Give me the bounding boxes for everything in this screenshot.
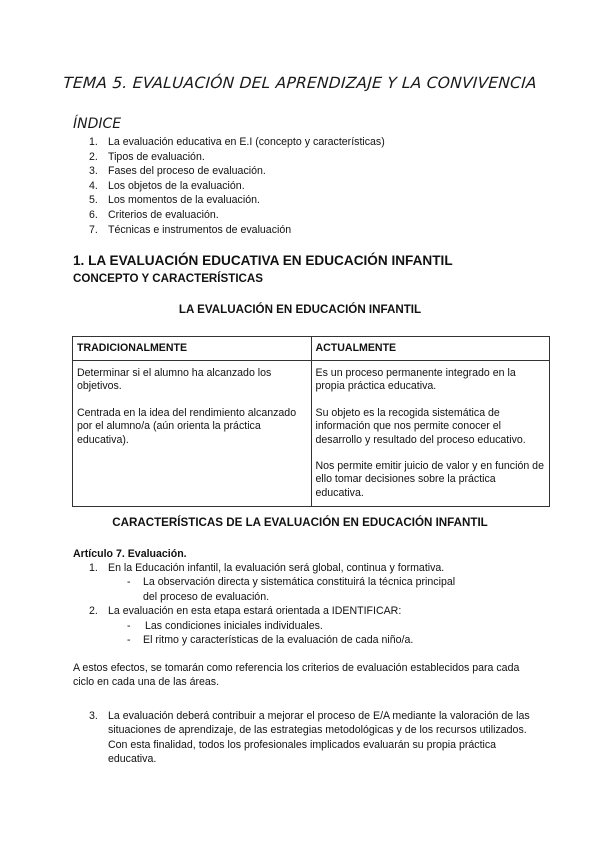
index-item: 1. La evaluación educativa en E.I (concepto y características) — [89, 136, 385, 148]
list-item: 3. La evaluación deberá contribuir a mejorar el proceso de E/A mediante la valoración de las situaciones de aprendizaje, de las estrategias metodológicas y de los recursos utilizados. Con esta finalidad, todos los profesionales implicados evaluarán su propia práctica educativa. — [89, 710, 530, 766]
table-header-row — [73, 337, 550, 361]
characteristics-heading: CARACTERÍSTICAS DE LA EVALUACIÓN EN EDUCACIÓN INFANTIL — [112, 516, 488, 529]
section-heading: 1. LA EVALUACIÓN EDUCATIVA EN EDUCACIÓN INFANTIL — [73, 253, 453, 268]
article-heading: Artículo 7. Evaluación. — [73, 548, 187, 560]
table-header-traditional: TRADICIONALMENTE — [73, 337, 312, 361]
index-item: 6. Criterios de evaluación. — [89, 208, 219, 221]
comparison-table — [72, 336, 550, 507]
table-cell-current: Es un proceso permanente integrado en la propia práctica educativa. Su objeto es la recogida sistemática de información que nos permite conocer el desarrollo y resultado del proceso educativo. Nos permite emitir juicio de valor y en función de ello tomar decisiones sobre la práctica educativa. — [311, 361, 550, 507]
table-title: LA EVALUACIÓN EN EDUCACIÓN INFANTIL — [178, 303, 422, 316]
index-item: 3. Fases del proceso de evaluación. — [89, 165, 266, 178]
index-item: 5. Los momentos de la evaluación. — [89, 194, 260, 207]
table-header-current: ACTUALMENTE — [311, 337, 550, 361]
index-item: 4. Los objetos de la evaluación. — [89, 179, 245, 192]
sub-item: - Las condiciones iniciales individuales. — [127, 619, 323, 632]
document-title: TEMA 5. EVALUACIÓN DEL APRENDIZAJE Y LA CONVIVENCIA — [62, 74, 538, 92]
sub-item: - El ritmo y características de la evaluación de cada niño/a. — [127, 634, 414, 647]
list-item: 1. En la Educación infantil, la evaluación será global, continua y formativa. - La observación directa y sistemática constituirá la técnica principal del proceso de evaluación. 2. La evaluación en esta etapa estará orientada a IDENTIFICAR: - Las condiciones iniciales individuales. - El ritmo y características de la evaluación de cada niño/a. — [89, 561, 529, 647]
index-item: 7. Técnicas e instrumentos de evaluación — [89, 223, 292, 236]
table-cell-traditional: Determinar si el alumno ha alcanzado los objetivos. Centrada en la idea del rendimiento alcanzado por el alumno/a (aún orienta la práctica educativa). — [73, 361, 312, 507]
table-row — [73, 361, 550, 507]
section-subheading: CONCEPTO Y CARACTERÍSTICAS — [73, 272, 264, 285]
index-item: 2. Tipos de evaluación. — [89, 150, 205, 163]
index-list — [89, 135, 385, 237]
sub-item: - La observación directa y sistemática constituirá la técnica principal del proceso de evaluación. — [127, 576, 456, 603]
index-heading: ÍNDICE — [73, 116, 122, 132]
paragraph: A estos efectos, se tomarán como referencia los criterios de evaluación establecidos para cada ciclo en cada una de las áreas. — [73, 662, 520, 689]
